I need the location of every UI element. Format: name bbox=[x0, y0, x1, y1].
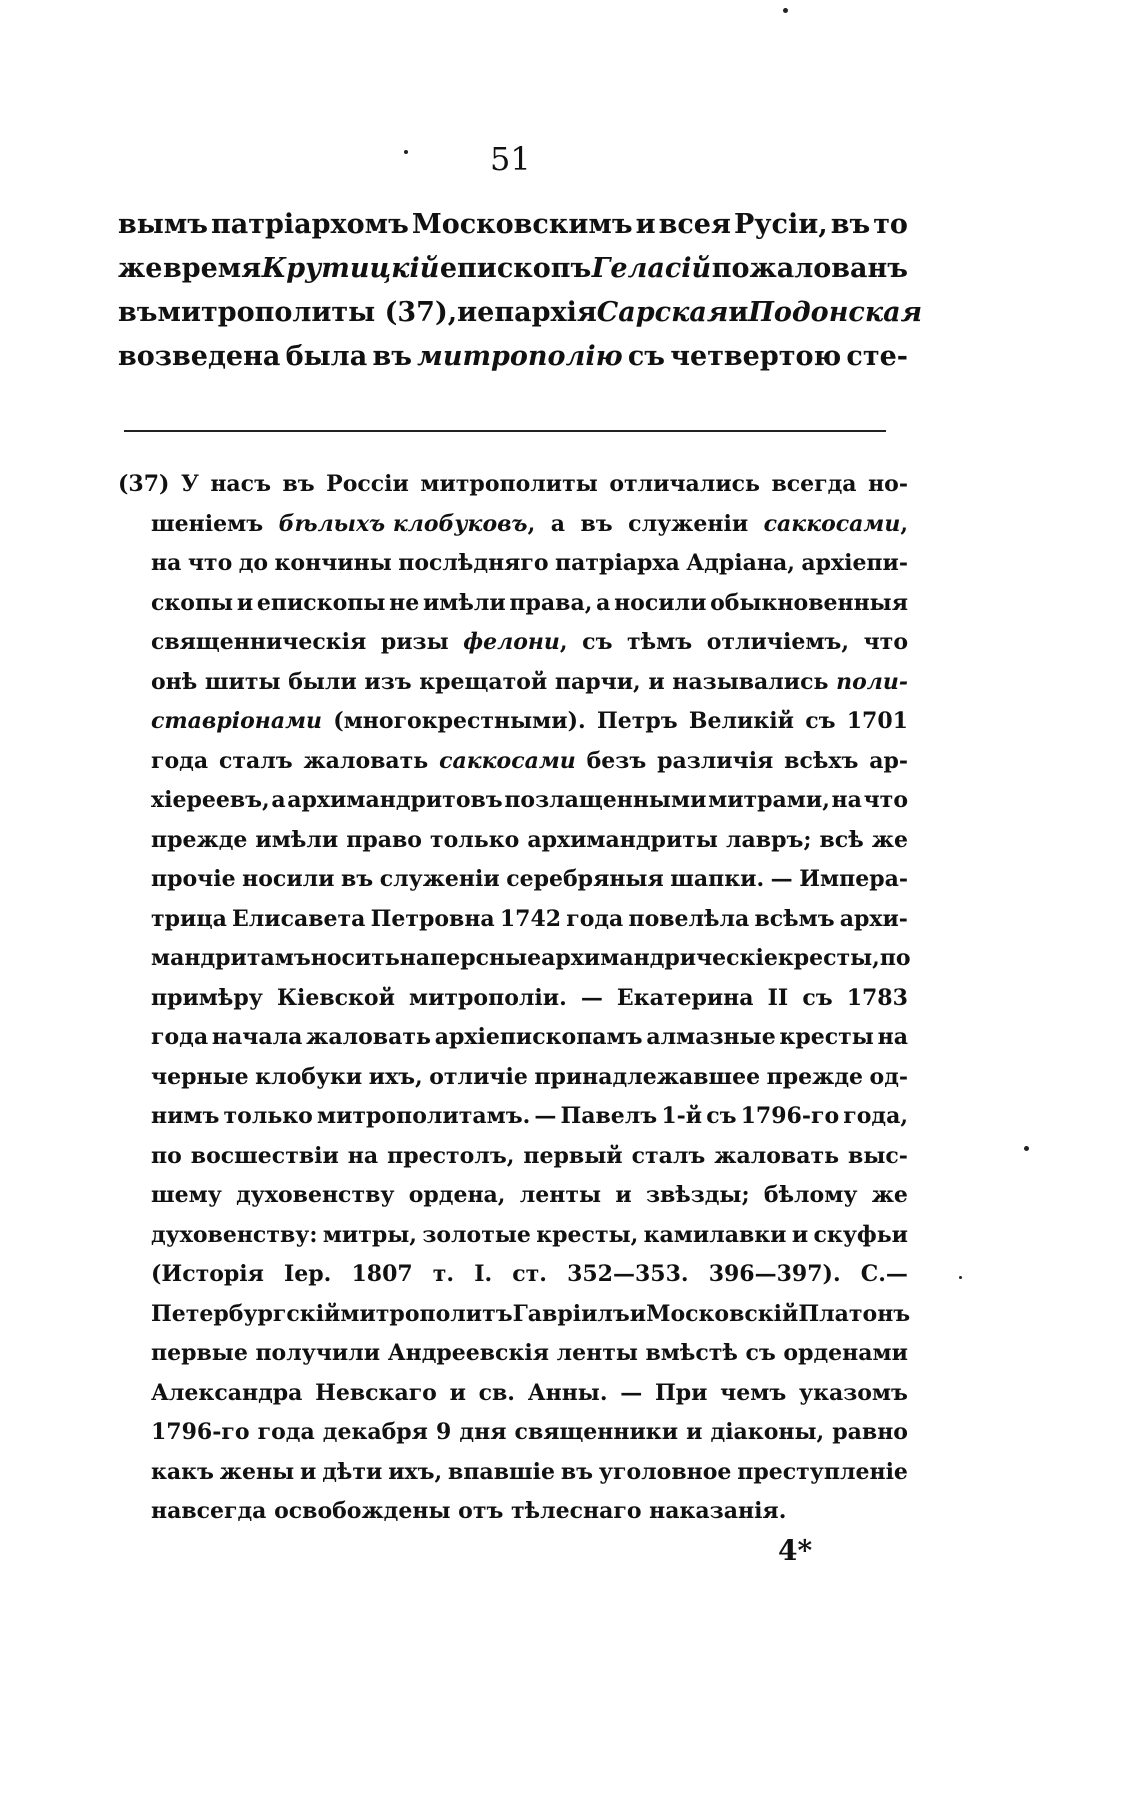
word: первый bbox=[523, 1142, 623, 1169]
word: мандритамъ bbox=[151, 945, 311, 971]
footnote-line bbox=[118, 1453, 908, 1493]
word: всея bbox=[658, 209, 731, 240]
word: носили bbox=[614, 589, 707, 616]
word: нимъ bbox=[151, 1103, 220, 1129]
footnote-line bbox=[118, 781, 908, 821]
word: указомъ bbox=[798, 1379, 908, 1406]
word: 9 bbox=[436, 1419, 452, 1445]
word: съ bbox=[745, 1340, 776, 1366]
word: носили bbox=[242, 866, 335, 892]
word: золотые bbox=[422, 1221, 531, 1248]
footnote-separator-rule bbox=[124, 430, 886, 432]
word: крещатой bbox=[419, 668, 548, 695]
word: всѣмъ bbox=[754, 905, 835, 932]
word: митрополіи. bbox=[408, 984, 567, 1011]
word: кончины bbox=[274, 550, 392, 576]
scan-speck bbox=[404, 150, 408, 154]
word: съ bbox=[802, 984, 833, 1011]
word: и bbox=[457, 297, 478, 328]
italic-term: Геласій bbox=[591, 253, 712, 284]
word: престолъ, bbox=[387, 1142, 515, 1169]
footnote-line bbox=[118, 742, 908, 782]
word: 1742 bbox=[499, 905, 562, 932]
word: митрополиты bbox=[420, 471, 598, 497]
word: ленты bbox=[556, 1340, 638, 1366]
word: шапки. bbox=[670, 866, 765, 892]
footnote-line bbox=[118, 1137, 908, 1177]
word: Московскимъ bbox=[411, 209, 633, 240]
word: сталъ bbox=[218, 747, 293, 774]
word: Петровна bbox=[370, 905, 495, 932]
word: обыкновенныя bbox=[710, 589, 908, 616]
word: года bbox=[566, 905, 624, 932]
footnote-line bbox=[118, 1216, 908, 1256]
word: и bbox=[648, 668, 665, 695]
word: съ bbox=[627, 341, 666, 372]
word: ар- bbox=[869, 747, 908, 774]
footnote-line bbox=[118, 860, 908, 900]
word: лавръ; bbox=[726, 826, 812, 853]
italic-term: ставріонами bbox=[151, 708, 322, 734]
word: ордена, bbox=[408, 1182, 506, 1208]
footnote-line bbox=[118, 900, 908, 940]
word: кресты, bbox=[777, 945, 880, 971]
word: равно bbox=[832, 1419, 908, 1445]
word: и bbox=[615, 1182, 632, 1208]
word: вмѣстѣ bbox=[645, 1340, 738, 1366]
word: Московскій bbox=[646, 1300, 799, 1327]
main-text-line bbox=[118, 335, 908, 379]
word: Россіи bbox=[326, 471, 409, 497]
word: наперсные bbox=[399, 945, 542, 971]
footnote-marker: (37) bbox=[118, 471, 170, 497]
word: бѣлому bbox=[763, 1182, 858, 1208]
word: года bbox=[257, 1419, 315, 1445]
word: черные bbox=[151, 1063, 249, 1090]
word: алмазные bbox=[646, 1024, 776, 1050]
word: восшествіи bbox=[190, 1142, 339, 1169]
word: архи- bbox=[839, 905, 908, 932]
word: (Исторія bbox=[151, 1261, 264, 1287]
word: получили bbox=[255, 1340, 381, 1366]
footnote-line bbox=[118, 505, 908, 545]
word: тѣмъ bbox=[627, 629, 693, 655]
word: — bbox=[770, 866, 793, 892]
word: патріарха bbox=[555, 550, 680, 576]
word: звѣзды; bbox=[645, 1182, 750, 1208]
word: камилавки bbox=[643, 1221, 787, 1248]
word: всѣхъ bbox=[784, 747, 859, 774]
word: же bbox=[118, 253, 163, 284]
word: примѣру bbox=[151, 984, 263, 1011]
italic-term: бѣлыхъ клобуковъ, bbox=[278, 510, 536, 537]
word: Кіевской bbox=[276, 984, 395, 1011]
word: время bbox=[162, 253, 262, 284]
signature-mark: 4* bbox=[778, 1534, 813, 1567]
footnote-line bbox=[118, 1255, 908, 1295]
italic-term: фелони, bbox=[463, 629, 568, 655]
word: преступленіе bbox=[737, 1458, 908, 1485]
word: 1796-го bbox=[151, 1419, 250, 1445]
footnote-line bbox=[118, 1295, 911, 1335]
word: шиты bbox=[204, 668, 281, 695]
word: а bbox=[596, 589, 611, 616]
word: орденами bbox=[783, 1340, 908, 1366]
word: архимандрическіе bbox=[541, 945, 778, 971]
word: Павелъ bbox=[560, 1103, 658, 1129]
word: сталъ bbox=[631, 1142, 706, 1169]
word: Іер. bbox=[284, 1261, 332, 1287]
scan-speck bbox=[783, 8, 788, 13]
footnote-line bbox=[118, 544, 908, 584]
word: и bbox=[791, 1221, 809, 1248]
word: Александра bbox=[151, 1379, 303, 1406]
word: архимандритовъ bbox=[287, 787, 503, 813]
word: — bbox=[580, 984, 603, 1011]
footnote-line bbox=[118, 1097, 908, 1137]
word: Анны. bbox=[527, 1379, 608, 1406]
word: впавшіе bbox=[448, 1458, 555, 1485]
word: была bbox=[285, 341, 368, 372]
word: I. bbox=[474, 1261, 493, 1287]
word: и bbox=[686, 1419, 703, 1445]
word: въ bbox=[560, 1458, 594, 1485]
footnote-line bbox=[118, 1058, 908, 1098]
word: безъ bbox=[586, 747, 647, 774]
word: духовенству: bbox=[151, 1221, 318, 1248]
word: служеніи bbox=[628, 510, 749, 537]
word: же bbox=[871, 1182, 908, 1208]
word: Екатерина bbox=[616, 984, 754, 1011]
word: хіереевъ, bbox=[151, 787, 270, 813]
word: принадлежавшее bbox=[534, 1063, 761, 1090]
word: отличіе bbox=[429, 1063, 528, 1090]
word: что bbox=[187, 550, 233, 576]
word: епископы bbox=[256, 589, 386, 616]
word: различія bbox=[657, 747, 774, 774]
word: на bbox=[151, 550, 182, 576]
word: кресты bbox=[779, 1024, 874, 1050]
word: епархія bbox=[477, 297, 597, 328]
word: Гавріилъ bbox=[512, 1300, 630, 1327]
italic-term: Сарская bbox=[596, 297, 729, 328]
page-number: 51 bbox=[490, 140, 531, 178]
word: и bbox=[629, 1300, 647, 1327]
word: Андреевскія bbox=[387, 1340, 549, 1366]
word: Невскаго bbox=[315, 1379, 437, 1406]
word: до bbox=[238, 550, 269, 576]
word: послѣдняго bbox=[398, 550, 549, 576]
word: въ bbox=[341, 866, 374, 892]
word: дѣти bbox=[322, 1458, 383, 1485]
word: патріархомъ bbox=[211, 209, 409, 240]
word: жаловать bbox=[306, 1024, 431, 1050]
word: отличіемъ, bbox=[706, 629, 849, 655]
word: пожалованъ bbox=[711, 253, 908, 284]
word: митрополитамъ. bbox=[316, 1103, 531, 1129]
word: Русіи, bbox=[733, 209, 828, 240]
word: изъ bbox=[364, 668, 412, 695]
word: скуфьи bbox=[813, 1221, 908, 1248]
footnote-line bbox=[118, 939, 911, 979]
word: право bbox=[346, 826, 422, 853]
word: шему bbox=[151, 1182, 222, 1208]
main-text-line bbox=[118, 291, 923, 335]
word: въ bbox=[580, 510, 613, 537]
word: 396—397). bbox=[708, 1261, 841, 1287]
word: С.— bbox=[860, 1261, 908, 1287]
word: по bbox=[151, 1142, 182, 1169]
word: — bbox=[534, 1103, 557, 1129]
word: Елисавета bbox=[232, 905, 366, 932]
word: прежде bbox=[766, 1063, 863, 1090]
word: на bbox=[347, 1142, 379, 1169]
word: 352—353. bbox=[567, 1261, 689, 1287]
word: жаловать bbox=[303, 747, 429, 774]
word: архіепископамъ bbox=[434, 1024, 643, 1050]
word: уголовное bbox=[598, 1458, 732, 1485]
word: всѣ bbox=[819, 826, 864, 853]
main-text-line bbox=[118, 203, 908, 247]
word: митры, bbox=[322, 1221, 417, 1248]
word: года, bbox=[843, 1103, 908, 1129]
word: всегда bbox=[771, 471, 857, 497]
word: съ bbox=[805, 708, 836, 734]
footnote-line bbox=[118, 584, 908, 624]
word: и bbox=[236, 589, 254, 616]
footnote-line bbox=[118, 1018, 908, 1058]
word: прочіе bbox=[151, 866, 236, 892]
word: клобуки bbox=[255, 1063, 363, 1090]
footnote-line bbox=[118, 1413, 908, 1453]
word: діаконы, bbox=[710, 1419, 825, 1445]
word: архимандриты bbox=[527, 826, 718, 853]
word: имѣли bbox=[422, 589, 506, 616]
word: ст. bbox=[512, 1261, 547, 1287]
word: въ bbox=[118, 297, 158, 328]
word: насъ bbox=[210, 471, 271, 497]
word: жены bbox=[219, 1458, 295, 1485]
footnote-line bbox=[118, 663, 908, 703]
word: 1807 bbox=[351, 1261, 413, 1287]
word: II bbox=[767, 984, 789, 1011]
word: возведена bbox=[118, 341, 281, 372]
word: и bbox=[300, 1458, 317, 1485]
scan-speck bbox=[1024, 1146, 1029, 1151]
word: вымъ bbox=[118, 209, 208, 240]
word: При bbox=[654, 1379, 708, 1406]
word: по bbox=[879, 945, 911, 971]
word: только bbox=[223, 1103, 313, 1129]
word: священники bbox=[514, 1419, 679, 1445]
word: повелѣла bbox=[628, 905, 750, 932]
word: права, bbox=[509, 589, 593, 616]
word: и bbox=[728, 297, 749, 328]
word: жаловать bbox=[714, 1142, 840, 1169]
footnote-line: навсегда освобождены отъ тѣлеснаго наказанія. bbox=[151, 1498, 787, 1524]
word: — bbox=[620, 1379, 643, 1406]
word: од- bbox=[869, 1063, 908, 1090]
word: епископъ bbox=[439, 253, 592, 284]
word: носить bbox=[310, 945, 400, 971]
footnote-line bbox=[118, 821, 908, 861]
italic-term: Подонская bbox=[748, 297, 923, 328]
word: и bbox=[449, 1379, 466, 1406]
word: парчи, bbox=[554, 668, 641, 695]
word: (многокрестными). bbox=[333, 708, 586, 734]
word: серебряныя bbox=[506, 866, 664, 892]
word: позлащенными bbox=[504, 787, 707, 813]
word: шеніемъ bbox=[151, 510, 264, 537]
word: 1701 bbox=[846, 708, 908, 734]
word: выс- bbox=[848, 1142, 908, 1169]
word: были bbox=[288, 668, 357, 695]
italic-term: Крутицкій bbox=[261, 253, 440, 284]
word: въ bbox=[830, 209, 871, 240]
word: первые bbox=[151, 1340, 248, 1366]
word: митрополитъ bbox=[340, 1300, 513, 1327]
italic-term: саккосами bbox=[439, 747, 576, 774]
word: четвертою bbox=[670, 341, 842, 372]
word: архіепи- bbox=[801, 550, 908, 576]
main-text bbox=[118, 203, 923, 379]
word: съ bbox=[582, 629, 613, 655]
word: св. bbox=[478, 1379, 515, 1406]
footnote-line bbox=[118, 623, 908, 663]
footnote bbox=[118, 465, 911, 1532]
word: дня bbox=[459, 1419, 507, 1445]
word: онѣ bbox=[151, 668, 198, 695]
word: на bbox=[831, 787, 862, 813]
word: то bbox=[873, 209, 908, 240]
word: въ bbox=[282, 471, 315, 497]
word: трица bbox=[151, 905, 227, 932]
word: У bbox=[180, 471, 199, 497]
word: имѣли bbox=[255, 826, 339, 853]
word: 1-й bbox=[661, 1103, 703, 1129]
word: священническія bbox=[151, 629, 367, 655]
word: но- bbox=[868, 471, 908, 497]
italic-term: саккосами, bbox=[763, 510, 908, 537]
scan-speck bbox=[959, 1276, 962, 1279]
word: не bbox=[389, 589, 420, 616]
word: Великій bbox=[688, 708, 794, 734]
footnote-line bbox=[118, 702, 908, 742]
word: начала bbox=[211, 1024, 303, 1050]
italic-term: митрополію bbox=[417, 341, 623, 372]
footnote-line bbox=[118, 1176, 908, 1216]
word: что bbox=[863, 787, 908, 813]
word: же bbox=[871, 826, 908, 853]
footnote-line bbox=[118, 979, 908, 1019]
word: съ bbox=[706, 1103, 737, 1129]
word: служеніи bbox=[379, 866, 500, 892]
word: 1783 bbox=[846, 984, 908, 1011]
word: Петербургскій bbox=[151, 1300, 341, 1327]
word: декабря bbox=[322, 1419, 428, 1445]
word: 1796-го bbox=[740, 1103, 840, 1129]
word: сте- bbox=[846, 341, 908, 372]
word: Импера- bbox=[799, 866, 908, 892]
word: чемъ bbox=[720, 1379, 787, 1406]
word: года bbox=[151, 747, 209, 774]
footnote-line bbox=[118, 465, 908, 505]
word: Петръ bbox=[596, 708, 678, 734]
word: т. bbox=[432, 1261, 455, 1287]
word: скопы bbox=[151, 589, 234, 616]
word: кресты, bbox=[536, 1221, 639, 1248]
word: ихъ, bbox=[368, 1063, 423, 1090]
word: и bbox=[635, 209, 656, 240]
word: ленты bbox=[519, 1182, 602, 1208]
word: прежде bbox=[151, 826, 248, 853]
word: Адріана, bbox=[686, 550, 795, 576]
word: ризы bbox=[380, 629, 449, 655]
footnote-line bbox=[118, 1374, 908, 1414]
word: митрополиты (37), bbox=[157, 297, 458, 328]
footnote-line bbox=[118, 1334, 908, 1374]
main-text-line bbox=[118, 247, 908, 291]
word: а bbox=[271, 787, 286, 813]
word: что bbox=[863, 629, 908, 655]
word: духовенству bbox=[236, 1182, 395, 1208]
italic-term: поли- bbox=[836, 668, 908, 695]
word: ихъ, bbox=[388, 1458, 443, 1485]
word: года bbox=[151, 1024, 209, 1050]
word: какъ bbox=[151, 1458, 214, 1485]
word: а bbox=[550, 510, 565, 537]
word: Платонъ bbox=[798, 1300, 911, 1327]
word: на bbox=[877, 1024, 908, 1050]
word: отличались bbox=[609, 471, 760, 497]
word: въ bbox=[372, 341, 412, 372]
word: только bbox=[429, 826, 520, 853]
word: назывались bbox=[672, 668, 829, 695]
word: митрами, bbox=[708, 787, 830, 813]
